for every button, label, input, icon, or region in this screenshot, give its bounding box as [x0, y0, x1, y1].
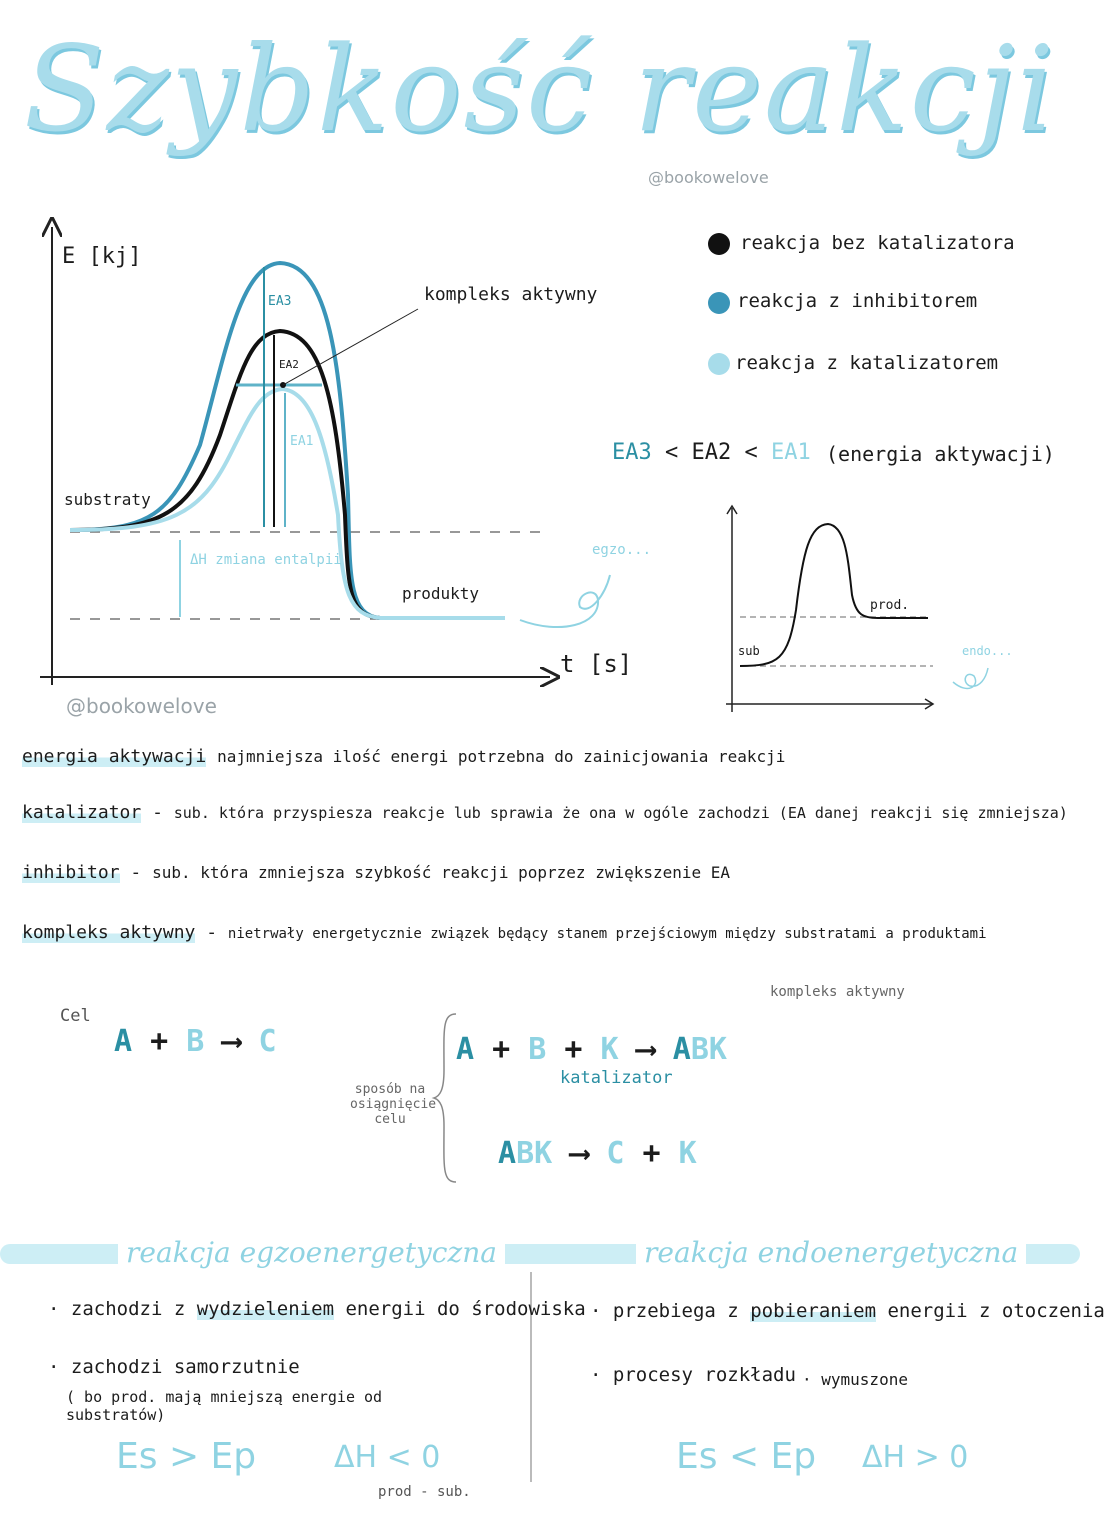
complex-label: kompleks aktywny: [424, 284, 598, 305]
legend-inhibitor-label: reakcja z inhibitorem: [737, 290, 978, 312]
complex-note: kompleks aktywny: [770, 984, 905, 1000]
endo-bullet-3: · wymuszone: [802, 1370, 908, 1389]
legend-dot-inhibitor: [708, 292, 730, 314]
x-axis-label: t [s]: [560, 650, 633, 678]
watermark-top: @bookowelove: [648, 168, 769, 187]
cmp-lt2: <: [744, 440, 758, 465]
definition-activation-energy: [22, 746, 785, 767]
exo-note: ( bo prod. mają mniejszą energie od substratów): [66, 1388, 383, 1424]
definition-catalyst: katalizator - sub. która przyspiesza reakcje lub sprawia że ona w ogóle zachodzi (EA danej reakcji się zmniejsza): [22, 802, 1068, 823]
def-term: kompleks aktywny: [22, 922, 196, 943]
small-prod-label: prod.: [870, 598, 910, 613]
y-axis-label: E [kj]: [62, 244, 142, 269]
def-term: energia aktywacji: [22, 746, 207, 767]
def-text: sub. która przyspiesza reakcje lub sprawia że ona w ogóle zachodzi (EA danej reakcji się zmniejsza): [173, 804, 1068, 822]
substrates-label: substraty: [64, 490, 151, 509]
endo-note: endo...: [962, 644, 1013, 658]
endo-dh: ΔH > 0: [862, 1440, 969, 1475]
legend-black-label: reakcja bez katalizatora: [740, 232, 1015, 254]
cmp-ea3: EA3: [612, 440, 652, 465]
endo-bullet-2: · procesy rozkładu: [590, 1364, 796, 1386]
page-title: Szybkość reakcji: [23, 20, 1057, 158]
ea3-label: EA3: [268, 294, 292, 309]
endo-curl: [953, 668, 988, 688]
ea-note: (energia aktywacji): [826, 442, 1055, 466]
products-label: produkty: [402, 584, 480, 603]
ea-comparison: [612, 440, 811, 465]
endo-bullet-1: · przebiega z pobieraniem energii z otoczenia: [590, 1300, 1105, 1322]
curve-uncatalysed: [70, 331, 505, 618]
goal-equation: A + B ⟶ C: [114, 1024, 277, 1059]
exo-bullet-2: · zachodzi samorzutnie: [48, 1356, 300, 1378]
complex-pointer: [283, 309, 418, 385]
watermark-graph: @bookowelove: [66, 694, 217, 718]
exo-dh: ΔH < 0: [334, 1440, 441, 1475]
exo-bullet-1: · zachodzi z wydzieleniem energii do środowiska: [48, 1298, 586, 1320]
def-text: najmniejsza ilość energi potrzebna do zainicjowania reakcji: [217, 747, 786, 766]
small-sub-label: sub: [738, 644, 760, 658]
endo-es-ep: Es < Ep: [676, 1436, 817, 1477]
exo-title: reakcja egzoenergetyczna: [118, 1236, 505, 1269]
exo-note: egzo...: [592, 542, 652, 558]
exo-dh-note: prod - sub.: [378, 1484, 471, 1500]
cmp-lt1: <: [665, 440, 679, 465]
ea2-label: EA2: [279, 358, 299, 371]
def-term: katalizator: [22, 802, 142, 823]
definition-complex: kompleks aktywny - nietrwały energetycznie związek będący stanem przejściowym między substratami a produktami: [22, 922, 987, 943]
catalyst-label: katalizator: [560, 1068, 673, 1088]
way-label: sposób na osiągnięcie celu: [350, 1082, 437, 1127]
endo-curve: [740, 524, 928, 666]
legend-dot-catalyst: [708, 353, 730, 375]
step2-equation: ABK ⟶ C + K: [498, 1136, 697, 1171]
definition-inhibitor: inhibitor - sub. która zmniejsza szybkość reakcji poprzez zwiększenie EA: [22, 862, 731, 883]
def-term: inhibitor: [22, 862, 120, 883]
ea1-label: EA1: [290, 434, 314, 449]
enthalpy-label: ΔH zmiana entalpii: [190, 552, 342, 568]
endo-diagram: [718, 500, 1018, 715]
def-text: nietrwały energetycznie związek będący stanem przejściowym między substratami a produktami: [227, 926, 987, 942]
cmp-ea2: EA2: [691, 440, 732, 465]
endo-title: reakcja endoenergetyczna: [636, 1236, 1026, 1269]
cmp-ea1: EA1: [771, 440, 811, 465]
legend-catalyst-label: reakcja z katalizatorem: [735, 352, 999, 374]
goal-label: Cel: [60, 1006, 91, 1026]
step1-equation: A + B + K ⟶ ABK: [456, 1032, 727, 1067]
legend-dot-black: [708, 233, 730, 255]
def-text: sub. która zmniejsza szybkość reakcji poprzez zwiększenie EA: [152, 863, 731, 882]
exo-curl: [520, 575, 610, 627]
exo-es-ep: Es > Ep: [116, 1436, 257, 1477]
